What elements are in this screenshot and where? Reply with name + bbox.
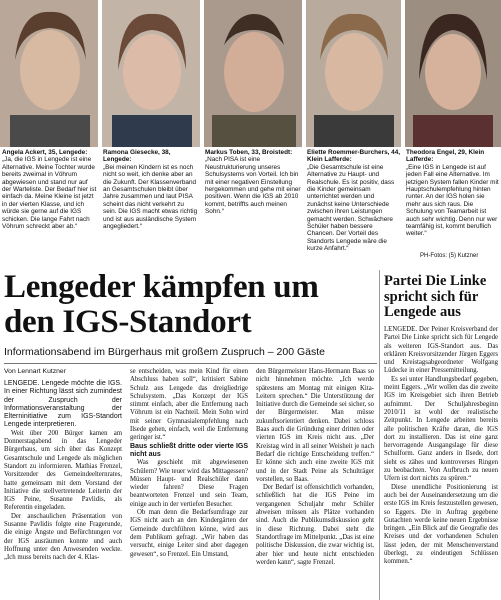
photo-strip — [0, 0, 501, 147]
caption-quote: „Bei meinen Kindern ist es noch nicht so weit, ich denke aber an die Zukunft. Der Klassenverband an Gesamtschulen bleibt über Jahre zusammen und laut PISA scheint das nicht verkehrt zu sein. Die IGS macht etwas richtig und ist aus ausländische System angegliedert.“ — [103, 163, 198, 231]
author-byline: Von Lennart Kutzner — [4, 368, 66, 375]
article-paragraph: Was geschieht mit abgewiesenen Schülern? Wie teuer wird das Mittagessen? Müssen Haupt- und Realschüler dann wieder fahren? Diese Fragen beantworteten Frenzel und sein Team, einige auch in der vertiefen Besucher. — [130, 459, 248, 508]
article-subhead: Baus schließt dritte oder vierte IGS nicht aus — [130, 442, 248, 458]
article-column-2 — [130, 368, 248, 559]
caption-quote: „Eine IGS in Lengede ist auf jeden Fall eine Alternative. Im jetzigen System fallen Kinder mit Hauptschulempfehlung hinten runter. An der IGS holen sie mehr aus sich raus. Die Schulung von Teamarbeit ist auch sehr wichtig. Denn nur wer teamfähig ist, kommt beruflich weiter.“ — [406, 163, 499, 238]
article-paragraph: Ob man denn die Bedarfsumfrage zur IGS nicht auch an den Kindergärten der Gemeinde durchführen könne, wird aus dem Publikum gefragt. „Wir haben das versucht, einige Leiter sind aber dagegen gewesen“, so Frenzel. Ein Umstand, — [130, 509, 248, 558]
caption-name: Markus Toben, 33, Broistedt: — [205, 149, 293, 156]
article-column-1 — [4, 380, 122, 563]
article-paragraph: Der anschaulichen Präsentation von Susanne Pavlidis folgte eine Fragerunde, die einige Ängste und Befürchtungen vor der IGS ausräumen konnte und auch Hoffnung unter den Anwesenden weckte. „Ich muss bereits nach der 4. Klas- — [4, 512, 122, 562]
caption-name: Eliette Roemmer-Burchers, 44, Klein Lafferde: — [307, 149, 401, 164]
caption-1 — [2, 149, 98, 230]
caption-name: Ramona Giesecke, 38, Lengede: — [103, 149, 171, 164]
caption-5 — [406, 149, 500, 238]
article-column-3 — [256, 368, 374, 567]
caption-3 — [205, 149, 301, 216]
article-paragraph: Der Bedarf ist offensichtlich vorhanden, schließlich hat die IGS Peine im vergangenen Schuljahr mehr Schüler abweisen müssen als Plätze vorhanden sind. Auch die Publikumsdiskussion geht in diese Richtung. Dabei steht die Standortfrage im Mittelpunkt. „Das ist eine politische Diskussion, die zwar wichtig ist, aber hier und heute nicht entschieden werden kann“, sagte Frenzel. — [256, 484, 374, 566]
side-paragraph: Es sei unter Handlungsbedarf gegeben, meint Eggers. „Wir wollen das die zweite IGS im Kreisgebiet sich ihren Betrieb aufnimmt. Der Schuljahresbeginn 2010/11 ist wohl der realistische Zeitpunkt. In Lengede arbeiten bereits alle politischen Kräfte daran, die IGS dort zu installieren. Das ist eine ganz hervorragende Ausgangslage für diese Schulform. Ganz anders in Ilsede, dort sieht es zähes und kontroverses Ringen zu beobachten. Von Aufbruch zu neuen Ufern ist dort nichts zu spüren.“ — [384, 375, 498, 483]
caption-name: Angela Ackert, 35, Lengede: — [2, 149, 88, 156]
caption-2 — [103, 149, 199, 230]
caption-4 — [307, 149, 401, 253]
caption-quote: „Nach PISA ist eine Neustrukturierung unseres Schulsystems von Vorteil. Ich bin mit einer negativen Einstellung hergekommen und gehe mit einer positiven. Wenn die IGS ab 2010 kommt, betriffts auch meinen Sohn.“ — [205, 156, 301, 216]
portrait-photo-5 — [405, 0, 501, 147]
portrait-photo-3 — [204, 0, 302, 147]
side-paragraph: LENGEDE. Der Peiner Kreisverband der Partei Die Linke spricht sich für Lengede als weiteren IGS-Standort aus. Das erklären Kreisvorsitzender Jürgen Eggers und Kreistagsabgeordneter Wolfgang Lüdecke in einer Pressemitteilung. — [384, 326, 498, 375]
portrait-image — [405, 0, 501, 147]
portrait-image — [102, 0, 200, 147]
portrait-photo-1 — [0, 0, 98, 147]
caption-quote: „Die Gesamtschule ist eine Alternative zu Haupt- und Realschule. Es ist positiv, dass die Kinder gemeinsam unterrichtet werden und zunächst keine Unterschiede zwischen ihren Leistungen gemacht werden. Schwächere Schüler haben bessere Chancen. Der Vorteil des Standorts Lengede wäre die kurze Anfahrt.“ — [307, 163, 395, 253]
side-column — [384, 326, 498, 567]
caption-name: Theodora Engel, 29, Klein Lafferde: — [406, 149, 485, 164]
portrait-image — [306, 0, 401, 147]
article-paragraph: den Bürgermeister Hans-Hermann Baas so nicht hinnehmen möchte. „Ich werde spätestens am Montag mit einigen Kita-Leitern sprechen.“ Die Unterstützung der Initiative durch die Gemeinde sei sicher, so der Bürgermeister. Man müsse zukunftsorientiert denken. Dabei schloss Baas auch die Gründung einer dritten oder vierten IGS im Kreis nicht aus. „Der Kreistag wird in all seiner Weisheit je nach Bedarf die richtige Entscheidung treffen.“ Er könne sich auch eine zweite IGS mit und in der Stadt Peine als Schulträger vorstellen, so Baas. — [256, 368, 374, 483]
article-paragraph: Weit über 200 Bürger kamen am Donnerstagabend in das Lengeder Bürgerhaus, um sich über das Konzept Gesamtschule und Lengede als möglichen Standort zu informieren. Mathias Frenzel, Vorsitzender des Gemeindeelternrates, hatte gemeinsam mit dem Vorstand der Initiative die stellvertretende Leiterin der IGS Peine, Susanne Pavlidis, als Referentin eingeladen. — [4, 429, 122, 512]
portrait-image — [0, 0, 98, 147]
article-subheadline: Informationsabend im Bürgerhaus mit großem Zuspruch – 200 Gäste — [4, 346, 325, 358]
portrait-image — [204, 0, 302, 147]
article-lead: LENGEDE. Lengede möchte die IGS. In einer Richtung lässt sich zumindest der Zuspruch der Informationsveranstaltung der Elterninitiative zum IGS-Standort Lengede interpretieren. — [4, 380, 122, 429]
photo-credit: PH-Fotos: (5) Kutzner — [420, 253, 479, 259]
side-paragraph: Diese unendliche Positionierung ist auch bei der Auseinandersetzung um die erste IGS im Kreis festzustellen gewesen, so Eggers. Die in Auftrag gegebene Gutachten werde keine neuen Ergebnisse bringen. „Ein Blick auf die Geografie des Kreises und der vorhandenen Schulen lässt jeden, der mit Menschenverstand überlegt, zu eindeutigen Schlüssen kommen.“ — [384, 483, 498, 566]
portrait-photo-2 — [102, 0, 200, 147]
column-divider — [379, 270, 380, 600]
article-headline: Lengeder kämpfen um den IGS-Standort — [4, 269, 319, 340]
caption-quote: „Ja, die IGS in Lengede ist eine Alternative. Meine Tochter wurde bereits zweimal in Vöhrum abgewiesen und stand nur auf der Warteliste. Der Bedarf hier ist einfach da. Meine Kleine ist jetzt in der vierten Klasse, und ich würde sie gerne auf die IGS schicken. Die lange Fahrt nach Vöhrum schreckt aber ab.“ — [2, 156, 97, 231]
divider — [4, 363, 377, 364]
portrait-photo-4 — [306, 0, 401, 147]
article-paragraph: se entscheiden, was mein Kind für einen Abschluss haben soll“, kritisiert Sabine Schulz aus Lengede das dreigliedrige Schulsystem. „Das Konzept der IGS stimmt einfach, aber die Entfernung nach Vöhrum ist ein Nachteil. Mein Sohn wird mit seiner Gymnasialempfehlung nach Ilsede gehen, einfach, weil die Entfernung geringer ist.“ — [130, 368, 248, 442]
side-headline: Partei Die Linke spricht sich für Lengede aus — [384, 273, 487, 320]
